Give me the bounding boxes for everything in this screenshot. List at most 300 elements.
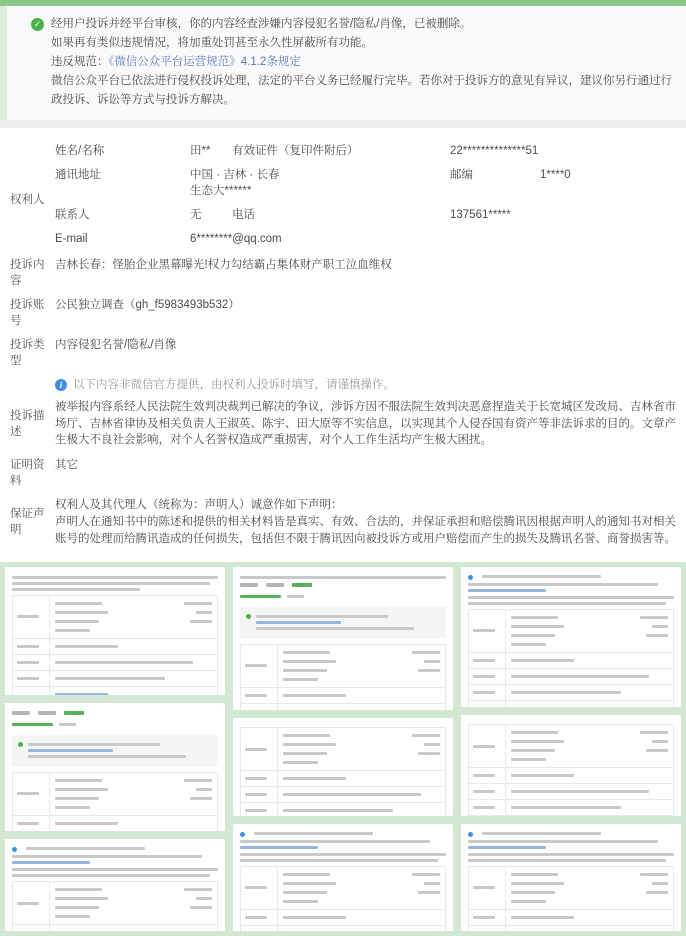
mock-text-line: [245, 694, 267, 697]
mock-text-line: [283, 809, 393, 812]
complaint-account-row: [10, 297, 676, 329]
mock-text-line: [418, 752, 440, 755]
mock-row-label: [469, 926, 506, 931]
mock-text-line: [196, 897, 212, 900]
mock-text-line: [283, 669, 327, 672]
email-label: E-mail: [55, 231, 190, 247]
mock-text-line: [511, 891, 555, 894]
mock-value-line: [511, 879, 668, 888]
mock-text-line: [473, 774, 495, 777]
section-divider: [0, 120, 686, 128]
mock-value-line: [511, 613, 668, 622]
mock-text-line: [55, 797, 99, 800]
mock-text-line: [17, 792, 39, 795]
mock-value-line: [55, 803, 212, 812]
mock-text-line: [511, 900, 546, 903]
mock-row-value: [506, 926, 673, 931]
mock-text-line: [55, 693, 108, 695]
mock-text-line: [640, 616, 668, 619]
mock-text-line: [511, 659, 574, 662]
mock-text-line: [55, 620, 99, 623]
mock-value-line: [283, 666, 440, 675]
mock-text-line: [55, 602, 102, 605]
mock-value-line: [511, 888, 668, 897]
rights-holder-contact-row: [55, 207, 676, 223]
mock-text-line: [256, 627, 414, 630]
mock-text-line: [12, 868, 218, 871]
mock-tab[interactable]: [266, 583, 284, 587]
mock-value-line: [55, 599, 212, 608]
mock-table-row: [241, 867, 445, 909]
mock-text-line: [245, 809, 267, 812]
mock-text-line: [511, 707, 564, 708]
mock-text-line: [511, 806, 621, 809]
mock-row-label: [469, 701, 506, 708]
complaint-screenshot-thumbnail[interactable]: [461, 824, 681, 931]
mock-text-line: [646, 891, 668, 894]
mock-tab[interactable]: [240, 583, 258, 587]
mock-text-line: [511, 634, 555, 637]
name-label: 姓名/名称: [55, 143, 190, 159]
mock-table-row: [469, 668, 673, 684]
mock-table-row: [13, 596, 217, 638]
mock-text-line: [473, 916, 495, 919]
mock-text-line: [283, 710, 421, 711]
mock-text-line: [283, 694, 346, 697]
mock-value-line: [283, 879, 440, 888]
contact-label: 联系人: [55, 207, 190, 223]
mock-row-value: [506, 800, 673, 815]
mock-text-line: [55, 677, 165, 680]
mock-table-row: [241, 770, 445, 786]
mock-table-row: [241, 645, 445, 687]
mock-text-line: [640, 873, 668, 876]
mock-table-row: [13, 670, 217, 686]
mock-result-link: [12, 720, 218, 729]
rights-holder-email-row: [55, 231, 676, 247]
mock-text-line: [28, 749, 113, 752]
mock-value-line: [55, 903, 212, 912]
regulation-link[interactable]: 《微信公众平台运营规范》4.1.2条规定: [109, 56, 301, 68]
mock-text-line: [55, 822, 118, 825]
complaint-screenshot-thumbnail[interactable]: [461, 567, 681, 708]
mock-text-line: [511, 882, 564, 885]
complaint-screenshot-thumbnail[interactable]: [233, 824, 453, 931]
mock-text-line: [190, 906, 212, 909]
complaint-screenshot-thumbnail[interactable]: [5, 567, 225, 695]
mock-text-line: [418, 669, 440, 672]
contact-value: 无: [190, 207, 232, 223]
thumbnail-column: [461, 567, 681, 931]
mock-tab[interactable]: [292, 583, 312, 587]
mock-complaint-table: [12, 595, 218, 695]
mock-notice-lines: [256, 612, 440, 633]
complaint-description-label: 投诉描述: [10, 408, 55, 440]
mock-complaint-table: [12, 881, 218, 930]
mock-paragraph: [468, 853, 674, 862]
mock-text-line: [412, 873, 440, 876]
mock-value-line: [511, 622, 668, 631]
mock-value-line: [283, 758, 440, 767]
mock-row-value: [50, 639, 217, 654]
mock-text-line: [652, 740, 668, 743]
mock-text-line: [283, 761, 318, 764]
mock-text-line: [468, 583, 658, 586]
mock-info-icon: [468, 832, 473, 837]
mock-row-label: [469, 725, 506, 767]
mock-paragraph: [240, 853, 446, 862]
mock-tab[interactable]: [12, 711, 30, 715]
mock-text-line: [17, 661, 39, 664]
mock-value-line: [55, 785, 212, 794]
rights-holder-name-row: [55, 143, 676, 159]
mock-row-label: [241, 728, 278, 770]
mock-text-line: [28, 755, 186, 758]
mock-text-line: [190, 797, 212, 800]
mock-row-value: [506, 701, 673, 708]
mock-text-line: [12, 588, 140, 591]
mock-row-label: [469, 669, 506, 684]
mock-text-line: [412, 651, 440, 654]
mock-text-line: [55, 645, 118, 648]
name-value: 田**: [190, 143, 232, 159]
complaint-content-label: 投诉内容: [10, 257, 55, 289]
mock-row-value: [278, 645, 445, 687]
mock-text-line: [245, 886, 267, 889]
mock-text-line: [245, 748, 267, 751]
mock-row-label: [469, 800, 506, 815]
mock-text-line: [12, 582, 210, 585]
cert-label: 有效证件（复印件附后）: [232, 143, 450, 159]
mock-text-line: [283, 678, 318, 681]
mock-value-line: [55, 617, 212, 626]
mock-text-line: [283, 882, 336, 885]
mock-table-row: [469, 867, 673, 909]
mock-text-line: [240, 859, 438, 862]
mock-text-line: [12, 855, 202, 858]
mock-text-line: [55, 629, 90, 632]
mock-row-value: [50, 687, 217, 695]
mock-text-line: [473, 745, 495, 748]
mock-row-label: [241, 867, 278, 909]
email-value: 6********@qq.com: [190, 231, 676, 247]
complaint-screenshot-thumbnail[interactable]: [5, 839, 225, 930]
mock-text-line: [196, 788, 212, 791]
mock-row-value: [506, 784, 673, 799]
regulation-prefix: 违反规范：: [51, 56, 109, 68]
complaint-account-label: 投诉账号: [10, 297, 55, 329]
mock-blue-header: [468, 830, 674, 849]
mock-text-line: [283, 752, 327, 755]
mock-text-line: [652, 625, 668, 628]
mock-text-line: [283, 900, 318, 903]
mock-text-line: [511, 774, 574, 777]
mock-text-line: [511, 675, 649, 678]
mock-table-row: [13, 686, 217, 695]
complaint-type-row: [10, 337, 676, 369]
mock-text-line: [55, 897, 108, 900]
rights-holder-address-row: [55, 167, 676, 199]
mock-row-label: [469, 784, 506, 799]
mock-table-row: [241, 687, 445, 703]
mock-text-line: [26, 847, 145, 850]
notice-line-warning: 如果再有类似违规情况，将加重处罚甚至永久性屏蔽所有功能。: [51, 34, 672, 53]
mock-row-label: [469, 910, 506, 925]
mock-text-line: [473, 806, 495, 809]
mock-text-line: [17, 645, 39, 648]
declaration-label: 保证声明: [10, 506, 55, 538]
mock-info-icon: [240, 832, 245, 837]
mock-row-value: [50, 773, 217, 815]
mock-tab-bar[interactable]: [12, 711, 218, 715]
mock-value-line: [283, 888, 440, 897]
complaint-type-label: 投诉类型: [10, 337, 55, 369]
mock-row-label: [469, 768, 506, 783]
warning-text: 以下内容非微信官方提供，由权利人投诉时填写，请谨慎操作。: [73, 377, 395, 393]
mock-row-value: [278, 787, 445, 802]
mock-value-line: [283, 870, 440, 879]
mock-row-value: [50, 925, 217, 930]
mock-tab-bar[interactable]: [240, 583, 446, 587]
address-line1: 中国 · 吉林 · 长春: [190, 167, 450, 183]
mock-table-row: [13, 773, 217, 815]
mock-table-row: [13, 654, 217, 670]
mock-table-row: [241, 728, 445, 770]
phone-label: 电话: [232, 207, 450, 223]
mock-info-icon: [468, 575, 473, 580]
mock-text-line: [55, 779, 102, 782]
mock-row-label: [13, 639, 50, 654]
mock-text-line: [55, 611, 108, 614]
evidence-row: [10, 457, 676, 489]
mock-green-notice: [12, 735, 218, 766]
mock-text-line: [12, 723, 53, 726]
mock-complaint-table: [240, 866, 446, 931]
mock-table-row: [469, 925, 673, 931]
mock-value-line: [55, 885, 212, 894]
mock-text-line: [245, 777, 267, 780]
notice-line-regulation: [51, 53, 672, 72]
mock-value-line: [511, 640, 668, 649]
mock-blue-header-first: [12, 845, 218, 852]
mock-row-value: [50, 816, 217, 831]
mock-text-line: [511, 616, 558, 619]
mock-text-line: [240, 846, 318, 849]
mock-row-value: [50, 596, 217, 638]
mock-row-label: [241, 771, 278, 786]
mock-text-line: [418, 891, 440, 894]
mock-row-value: [506, 725, 673, 767]
mock-value-line: [511, 755, 668, 764]
mock-value-line: [511, 631, 668, 640]
address-label: 通讯地址: [55, 167, 190, 199]
mock-tab[interactable]: [38, 711, 56, 715]
mock-value-line: [55, 626, 212, 635]
mock-blue-header: [12, 845, 218, 864]
mock-info-icon: [12, 847, 17, 852]
rights-holder-label: 权利人: [10, 143, 55, 255]
mock-text-line: [511, 790, 649, 793]
mock-row-value: [278, 704, 445, 711]
complaint-detail-form: [0, 128, 686, 562]
mock-value-line: [511, 737, 668, 746]
mock-text-line: [468, 596, 674, 599]
mock-text-line: [55, 661, 193, 664]
mock-row-value: [506, 867, 673, 909]
mock-table-row: [13, 882, 217, 924]
mock-text-line: [468, 589, 546, 592]
mock-paragraph: [468, 596, 674, 605]
success-check-icon: ✓: [31, 18, 44, 31]
cert-value: 22**************51: [450, 143, 676, 159]
mock-text-line: [190, 620, 212, 623]
evidence-value: 其它: [55, 457, 676, 489]
mock-blue-header: [468, 573, 674, 592]
mock-text-line: [412, 734, 440, 737]
mock-row-value: [278, 728, 445, 770]
mock-row-label: [13, 671, 50, 686]
mock-row-value: [278, 688, 445, 703]
mock-check-icon: [246, 614, 251, 619]
mock-blue-header: [240, 830, 446, 849]
mock-text-line: [55, 806, 90, 809]
mock-complaint-table: [468, 866, 674, 931]
complaint-account-value: 公民独立调查（gh_f5983493b532）: [55, 297, 676, 329]
mock-table-row: [469, 767, 673, 783]
mock-value-line: [283, 731, 440, 740]
mock-table-row: [241, 802, 445, 815]
mock-text-line: [473, 691, 495, 694]
mock-tab[interactable]: [64, 711, 84, 715]
thumbnail-column: [233, 567, 453, 931]
mock-value-line: [283, 675, 440, 684]
complaint-screenshot-thumbnail[interactable]: [233, 567, 453, 711]
mock-text-line: [511, 749, 555, 752]
mock-text-line: [468, 846, 546, 849]
mock-row-value: [506, 768, 673, 783]
zip-value: 1****0: [540, 167, 571, 199]
mock-result-link: [240, 592, 446, 601]
complaint-screenshot-thumbnail[interactable]: [5, 703, 225, 831]
review-result-notice: [0, 6, 686, 120]
mock-value-line: [511, 870, 668, 879]
mock-blue-header-first: [240, 830, 446, 837]
mock-row-label: [469, 653, 506, 668]
mock-text-line: [55, 788, 108, 791]
mock-text-line: [482, 832, 601, 835]
mock-row-label: [469, 867, 506, 909]
mock-value-line: [283, 749, 440, 758]
mock-text-line: [55, 906, 99, 909]
mock-text-line: [17, 822, 39, 825]
mock-row-value: [506, 910, 673, 925]
complaint-content-value: 吉林长春：怪胎企业黑幕曝光!权力勾结霸占集体财产职工泣血维权: [55, 257, 676, 289]
mock-row-value: [50, 882, 217, 924]
mock-text-line: [640, 731, 668, 734]
mock-row-value: [278, 771, 445, 786]
mock-table-row: [469, 652, 673, 668]
mock-row-value: [506, 669, 673, 684]
complaint-screenshot-thumbnail[interactable]: [461, 715, 681, 815]
mock-complaint-table: [240, 727, 446, 815]
mock-text-line: [511, 758, 546, 761]
mock-paragraph: [12, 576, 218, 591]
mock-row-value: [50, 671, 217, 686]
mock-text-line: [184, 888, 212, 891]
mock-row-label: [13, 925, 50, 930]
mock-blue-header-first: [468, 830, 674, 837]
mock-text-line: [287, 595, 303, 598]
evidence-screenshot-grid: [0, 562, 686, 936]
mock-text-line: [468, 840, 658, 843]
mock-value-line: [283, 657, 440, 666]
mock-text-line: [511, 916, 574, 919]
info-icon: i: [55, 379, 67, 391]
mock-row-label: [241, 645, 278, 687]
mock-row-label: [13, 687, 50, 695]
mock-green-notice: [240, 607, 446, 638]
mock-text-line: [473, 675, 495, 678]
mock-value-line: [511, 746, 668, 755]
mock-text-line: [424, 882, 440, 885]
mock-row-label: [241, 910, 278, 925]
mock-value-line: [55, 894, 212, 903]
mock-complaint-table: [468, 609, 674, 708]
mock-row-label: [13, 596, 50, 638]
mock-text-line: [240, 840, 430, 843]
mock-text-line: [55, 915, 90, 918]
mock-value-line: [55, 794, 212, 803]
mock-text-line: [12, 576, 218, 579]
mock-text-line: [283, 891, 327, 894]
mock-table-row: [13, 638, 217, 654]
mock-row-label: [13, 816, 50, 831]
mock-text-line: [245, 664, 267, 667]
mock-table-row: [241, 786, 445, 802]
mock-row-value: [50, 655, 217, 670]
mock-text-line: [473, 659, 495, 662]
mock-row-label: [469, 685, 506, 700]
mock-text-line: [283, 916, 346, 919]
mock-text-line: [468, 853, 674, 856]
mock-text-line: [511, 643, 546, 646]
mock-row-label: [241, 926, 278, 931]
mock-value-line: [283, 740, 440, 749]
mock-blue-header-first: [468, 573, 674, 580]
zip-label: 邮编: [450, 167, 540, 199]
complaint-content-row: [10, 257, 676, 289]
mock-row-value: [506, 610, 673, 652]
mock-text-line: [424, 660, 440, 663]
mock-text-line: [256, 621, 341, 624]
complaint-screenshot-thumbnail[interactable]: [233, 718, 453, 815]
mock-text-line: [240, 595, 281, 598]
mock-text-line: [55, 888, 102, 891]
evidence-label: 证明资料: [10, 457, 55, 489]
mock-text-line: [511, 731, 558, 734]
mock-row-value: [278, 803, 445, 815]
mock-table-row: [469, 783, 673, 799]
mock-value-line: [283, 897, 440, 906]
mock-table-row: [469, 684, 673, 700]
mock-row-label: [13, 655, 50, 670]
mock-row-label: [241, 803, 278, 815]
mock-row-value: [278, 926, 445, 931]
mock-text-line: [283, 651, 330, 654]
mock-table-row: [469, 909, 673, 925]
mock-row-label: [241, 704, 278, 711]
mock-text-line: [283, 777, 346, 780]
